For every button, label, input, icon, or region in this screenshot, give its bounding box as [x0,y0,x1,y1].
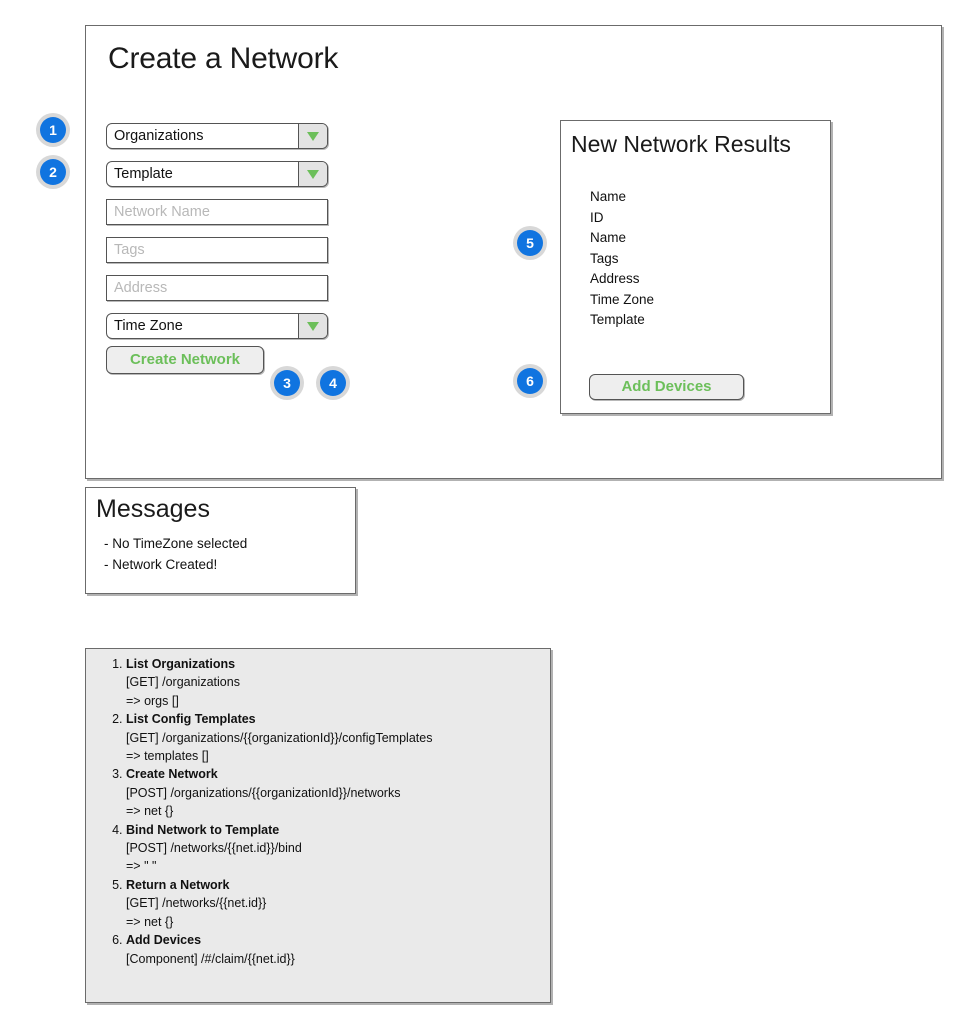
list-item: Name [590,189,627,204]
list-item: Name [590,230,627,245]
page-title: Create a Network [108,42,339,75]
chevron-down-icon [307,170,319,179]
template-select[interactable] [106,161,328,187]
tags-input[interactable] [106,237,328,263]
organizations-select-label: Organizations [114,128,204,144]
organizations-field-row [106,123,336,149]
template-select-label: Template [114,166,173,182]
list-item: - Network Created! [104,557,218,572]
api-step-returns: => templates [] [126,749,209,764]
api-step-name: 2. List Config Templates [126,712,256,727]
step-badge-5-number: 5 [517,230,543,256]
step-badge-2-number: 2 [40,159,66,185]
template-dropdown-arrow[interactable] [298,162,327,186]
api-reference-panel [85,648,551,1003]
list-item: Tags [590,250,619,266]
api-step-returns: => net {} [126,914,174,929]
step-badge-4-number: 4 [320,370,346,396]
api-step-list [98,655,432,968]
timezone-dropdown-arrow[interactable] [298,314,327,338]
step-badge-2 [36,155,70,189]
api-step-endpoint: [GET] /networks/{{net.id}} [126,896,267,911]
step-badge-6 [513,364,547,398]
timezone-select-label: Time Zone [114,318,183,334]
messages-panel [85,487,356,594]
api-step-endpoint: [POST] /networks/{{net.id}}/bind [126,841,302,856]
step-badge-1-number: 1 [40,117,66,143]
step-badge-3 [270,366,304,400]
results-field-list [590,187,654,331]
create-network-button[interactable]: Create Network [106,346,264,374]
api-step-endpoint: [GET] /organizations/{{organizationId}}/configTemplates [126,730,433,745]
step-badge-6-number: 6 [517,368,543,394]
step-badge-3-number: 3 [274,370,300,396]
network-form [106,123,336,351]
list-item: Address [590,271,640,286]
step-badge-1 [36,113,70,147]
messages-list [104,533,247,575]
template-field-row [106,161,336,187]
api-step-endpoint: [GET] /organizations [126,675,240,690]
network-name-input[interactable] [106,199,328,225]
network-name-field-row [106,199,336,225]
api-step-returns: => net {} [126,804,174,819]
api-step-endpoint: [Component] /#/claim/{{net.id}} [126,951,295,966]
api-step-returns: => " " [126,859,157,874]
api-step-returns: => orgs [] [126,693,179,708]
tags-field-row [106,237,336,263]
organizations-dropdown-arrow[interactable] [298,124,327,148]
chevron-down-icon [307,322,319,331]
list-item [126,710,432,765]
list-item [126,931,432,968]
list-item: ID [590,209,604,225]
address-field-row [106,275,336,301]
list-item: Time Zone [590,291,655,307]
api-step-name: 4. Bind Network to Template [126,822,280,837]
list-item: - No TimeZone selected [104,536,248,551]
api-step-endpoint: [POST] /organizations/{{organizationId}}/networks [126,785,401,800]
timezone-select[interactable] [106,313,328,339]
step-badge-4 [316,366,350,400]
address-input[interactable] [106,275,328,301]
results-title: New Network Results [571,131,791,157]
create-network-panel [85,25,942,479]
organizations-select[interactable] [106,123,328,149]
add-devices-button[interactable]: Add Devices [589,374,744,400]
list-item [126,821,432,876]
list-item [126,765,432,820]
messages-title: Messages [96,495,210,523]
api-step-name: 5. Return a Network [126,877,230,892]
chevron-down-icon [307,132,319,141]
api-step-name: 3. Create Network [126,767,218,782]
list-item [126,876,432,931]
timezone-field-row [106,313,336,339]
list-item [126,655,432,710]
api-step-name: 6. Add Devices [126,933,202,948]
new-network-results-panel [560,120,831,414]
step-badge-5 [513,226,547,260]
api-step-name: 1. List Organizations [126,657,236,671]
list-item: Template [590,312,645,327]
